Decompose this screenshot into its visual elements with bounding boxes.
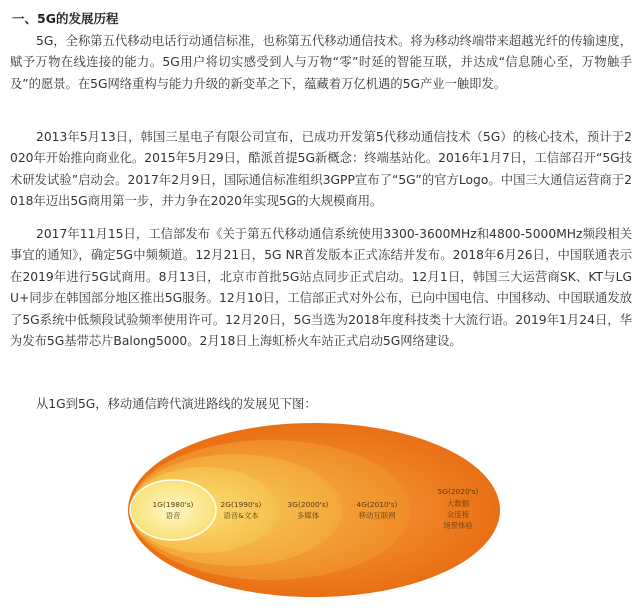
stage-3g-gen: 3G(2000's) <box>287 500 329 509</box>
paragraph-diagram-intro: 从1G到5G，移动通信跨代演进路线的发展见下图： <box>36 397 317 411</box>
stage-2g-desc: 语音&文本 <box>223 511 259 520</box>
paragraph-history-2017: 2017年11月15日，工信部发布《关于第五代移动通信系统使用3300-3600MHz和4800-5000MHz频段相关事宜的通知》，确定5G中频频道。12月21日，5G NR首发版本正式冻结并发布。2018年6月26日，中国联通表示在2019年进行5G试商用。8月13日，北京市首批5G站点同步正式启动。12月1日，韩国三大运营商SK、KT与LG U+同步在韩国部分地区推出5G服务。12月10日，工信部正式对外公布，已向中国电信、中国移动、中国联通发放了5G系统中低频段试验频率使用许可。12月20日，5G当选为2018年度科技类十大流行语。2019年1月24日，华为发布5G基带芯片Balong5000。2月18日上海虹桥火车站正式启动5G网络建设。 <box>10 227 632 349</box>
stage-1g-desc: 语音 <box>165 511 181 520</box>
stage-5g-desc-3: 场景体验 <box>443 521 473 530</box>
generation-evolution-diagram <box>124 420 504 600</box>
stage-2g-gen: 2G(1990's) <box>220 500 262 509</box>
paragraph-intro: 5G，全称第五代移动电话行动通信标准，也称第五代移动通信技术。将为移动终端带来超越光纤的传输速度，赋予万物在线连接的能力。5G用户将切实感受到人与万物“零”时延的智能互联，并达成“信息随心至，万物触手及”的愿景。在5G网络重构与能力升级的新变革之下，蕴藏着万亿机遇的5G产业一触即发。 <box>10 34 632 91</box>
stage-3g-desc: 多媒体 <box>296 511 320 520</box>
stage-5g-desc-2: 众连接 <box>446 510 470 519</box>
ring-1g <box>130 480 216 540</box>
stage-5g-desc-1: 大数据 <box>446 499 470 508</box>
stage-4g-desc: 移动互联网 <box>358 511 396 520</box>
stage-4g-gen: 4G(2010's) <box>356 500 398 509</box>
section-title: 一、5G的发展历程 <box>12 11 119 26</box>
stage-1g-gen: 1G(1980's) <box>152 500 194 509</box>
paragraph-history-2013: 2013年5月13日，韩国三星电子有限公司宣布，已成功开发第5代移动通信技术（5G）的核心技术，预计于2020年开始推向商业化。2015年5月29日，酷派首提5G新概念：终端基站化。2016年1月7日，工信部召开“5G技术研发试验”启动会。2017年2月9日，国际通信标准组织3GPP宣布了“5G”的官方Logo。中国三大通信运营商于2018年迈出5G商用第一步，并力争在2020年实现5G的大规模商用。 <box>10 130 632 209</box>
stage-5g-gen: 5G(2020's) <box>437 487 479 496</box>
